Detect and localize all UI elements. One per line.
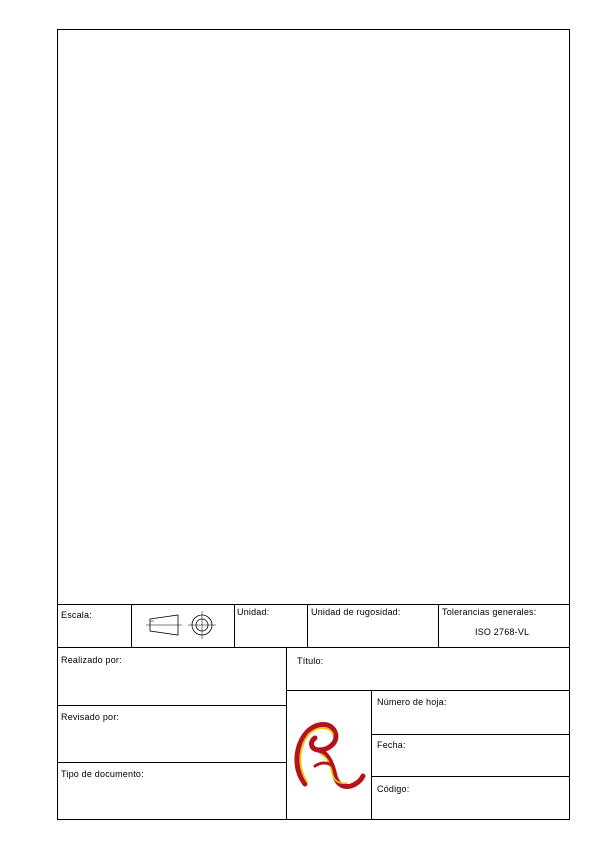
scale-label: Escala:	[61, 610, 92, 620]
roughness-unit-label: Unidad de rugosidad:	[311, 607, 401, 617]
made-by-bottom-line	[57, 705, 286, 706]
document-type-label: Tipo de documento:	[61, 769, 144, 779]
date-label: Fecha:	[377, 740, 406, 750]
reviewed-by-bottom-line	[57, 762, 286, 763]
scale-divider	[131, 604, 132, 648]
reviewed-by-label: Revisado por:	[61, 712, 120, 722]
title-bottom-line	[286, 690, 570, 691]
made-by-label: Realizado por:	[61, 655, 122, 665]
left-column-divider	[286, 647, 287, 820]
general-tolerances-value: ISO 2768-VL	[475, 627, 530, 637]
symbol-divider	[234, 604, 235, 648]
title-label: Título:	[297, 656, 324, 666]
code-label: Código:	[377, 784, 410, 794]
date-bottom-line	[371, 776, 570, 777]
general-tolerances-label: Tolerancias generales:	[442, 607, 537, 617]
unit-label: Unidad:	[237, 607, 270, 617]
unit-divider	[307, 604, 308, 648]
sheet-number-label: Número de hoja:	[377, 697, 447, 707]
first-angle-projection-icon	[144, 609, 226, 641]
company-logo-icon	[289, 716, 369, 792]
title-block-top-line	[57, 604, 570, 605]
logo-column-divider	[371, 690, 372, 820]
roughness-divider	[438, 604, 439, 648]
drawing-area	[58, 30, 569, 604]
scale-row-bottom-line	[57, 647, 570, 648]
sheet-number-bottom-line	[371, 734, 570, 735]
